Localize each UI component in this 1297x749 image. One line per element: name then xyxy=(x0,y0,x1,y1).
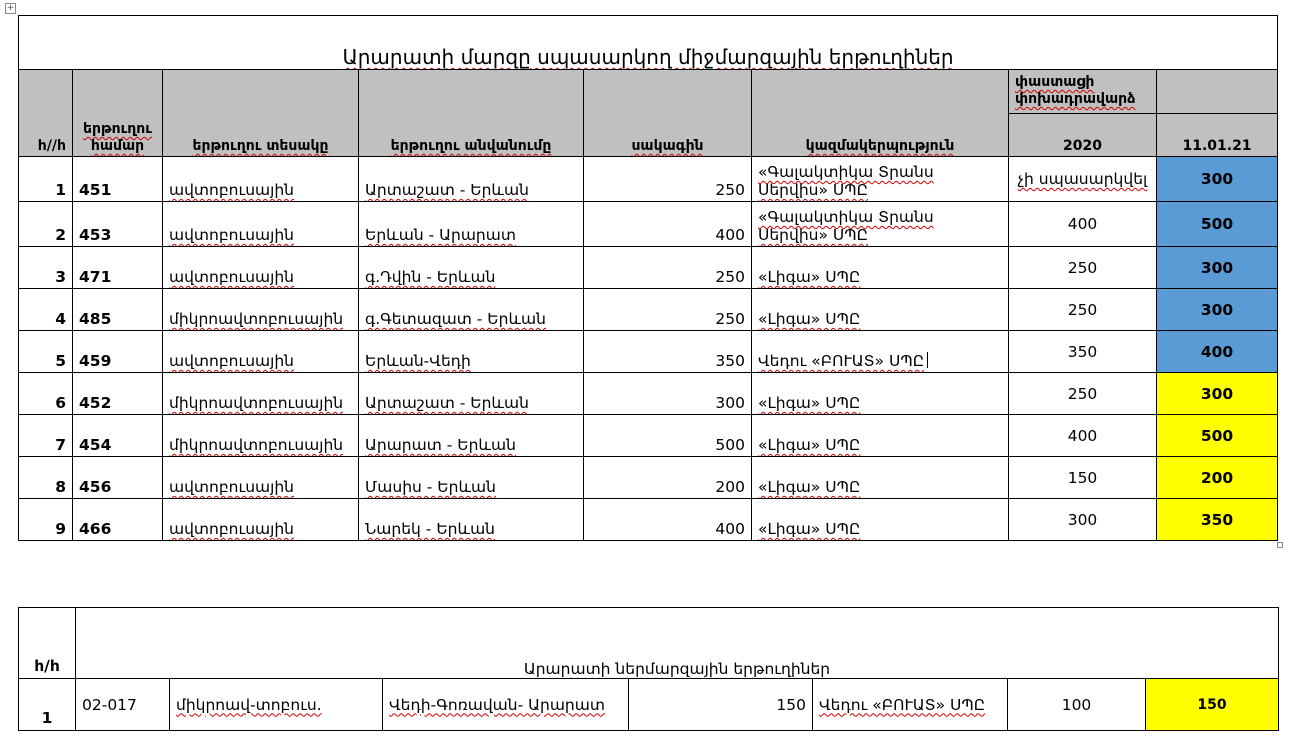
route-fare: 200 xyxy=(584,457,752,499)
header-blank xyxy=(1157,70,1278,114)
route-type: ավտոբուսային xyxy=(163,331,359,373)
route-fare: 350 xyxy=(584,331,752,373)
route-organization: «Լիգա» ՍՊԸ xyxy=(752,289,1009,331)
route-type: ավտոբուսային xyxy=(163,247,359,289)
route-organization: «Լիգա» ՍՊԸ xyxy=(752,415,1009,457)
header-fare: սակագին xyxy=(584,70,752,157)
row-index: 2 xyxy=(19,202,73,247)
route-name: Վեդի-Գոռավան- Արարատ xyxy=(383,679,629,731)
route-name: գ.Գետազատ - Երևան xyxy=(359,289,584,331)
route-type: միկրոավտոբուսային xyxy=(163,289,359,331)
route-number: 453 xyxy=(73,202,163,247)
row-index: 8 xyxy=(19,457,73,499)
route-type: ավտոբուսային xyxy=(163,457,359,499)
table-title xyxy=(76,608,1279,679)
intraregional-routes-table xyxy=(18,607,1279,731)
route-organization: Վեդու «ԲՈՒԱՏ» ՍՊԸ xyxy=(813,679,1008,731)
route-name: Մասիս - Երևան xyxy=(359,457,584,499)
table-resize-handle-icon[interactable] xyxy=(1277,542,1283,548)
route-organization: «Լիգա» ՍՊԸ xyxy=(752,373,1009,415)
fare-2021: 300 xyxy=(1157,247,1278,289)
table-row xyxy=(19,415,1278,457)
table-title-text: Արարատի մարզը սպասարկող միջմարզային երթուղիներ xyxy=(342,45,954,69)
route-type: միկրոավ-տոբուս. xyxy=(170,679,383,731)
route-name: Արտաշատ - Երևան xyxy=(359,157,584,202)
fare-2020: 250 xyxy=(1009,247,1157,289)
table-row xyxy=(19,289,1278,331)
fare-2021: 200 xyxy=(1157,457,1278,499)
row-index: 5 xyxy=(19,331,73,373)
table-row xyxy=(19,247,1278,289)
fare-2021: 350 xyxy=(1157,499,1278,541)
row-index: 3 xyxy=(19,247,73,289)
table-row xyxy=(19,373,1278,415)
route-number: 471 xyxy=(73,247,163,289)
text-cursor xyxy=(927,352,928,368)
row-index: 1 xyxy=(19,157,73,202)
route-fare: 250 xyxy=(584,247,752,289)
route-organization: «Գալակտիկա Տրանս Սերվիս» ՍՊԸ xyxy=(752,202,1009,247)
header-organization: կազմակերպություն xyxy=(752,70,1009,157)
fare-2020: 400 xyxy=(1009,202,1157,247)
fare-2020: 350 xyxy=(1009,331,1157,373)
table-row xyxy=(19,202,1278,247)
route-organization: «Լիգա» ՍՊԸ xyxy=(752,457,1009,499)
table-title-text: Արարատի ներմարզային երթուղիներ xyxy=(523,660,831,678)
fare-2021: 300 xyxy=(1157,373,1278,415)
route-fare: 250 xyxy=(584,289,752,331)
route-number: 02-017 xyxy=(76,679,170,731)
header-year-2020: 2020 xyxy=(1009,114,1157,157)
row-index: 9 xyxy=(19,499,73,541)
fare-2021: 500 xyxy=(1157,415,1278,457)
row-index: 6 xyxy=(19,373,73,415)
route-type: ավտոբուսային xyxy=(163,157,359,202)
route-number: 456 xyxy=(73,457,163,499)
header-index: հ//հ xyxy=(19,70,73,157)
route-type: միկրոավտոբուսային xyxy=(163,373,359,415)
route-organization[interactable]: Վեդու «ԲՈՒԱՏ» ՍՊԸ xyxy=(752,331,1009,373)
row-index: 7 xyxy=(19,415,73,457)
route-organization: «Լիգա» ՍՊԸ xyxy=(752,247,1009,289)
route-number: 452 xyxy=(73,373,163,415)
route-fare: 400 xyxy=(584,202,752,247)
fare-2021: 400 xyxy=(1157,331,1278,373)
header-index: հ/հ xyxy=(19,608,76,679)
fare-2021: 300 xyxy=(1157,289,1278,331)
route-number: 451 xyxy=(73,157,163,202)
route-organization: «Գալակտիկա Տրանս Սերվիս» ՍՊԸ xyxy=(752,157,1009,202)
route-number: 485 xyxy=(73,289,163,331)
header-route-type: երթուղու տեսակը xyxy=(163,70,359,157)
route-name: Արարատ - Երևան xyxy=(359,415,584,457)
fare-2020: 150 xyxy=(1009,457,1157,499)
route-type: ավտոբուսային xyxy=(163,499,359,541)
table-row xyxy=(19,331,1278,373)
fare-2021: 300 xyxy=(1157,157,1278,202)
table-row xyxy=(19,679,1279,731)
table-move-handle-icon[interactable]: + xyxy=(6,3,15,13)
route-fare: 300 xyxy=(584,373,752,415)
table-row xyxy=(19,157,1278,202)
route-name: Արտաշատ - Երևան xyxy=(359,373,584,415)
fare-2021: 150 xyxy=(1146,679,1279,731)
route-number: 466 xyxy=(73,499,163,541)
table-title xyxy=(19,16,1278,70)
fare-2020: 100 xyxy=(1008,679,1146,731)
route-name: գ.Դվին - Երևան xyxy=(359,247,584,289)
route-organization: «Լիգա» ՍՊԸ xyxy=(752,499,1009,541)
route-fare: 150 xyxy=(629,679,813,731)
route-number: 454 xyxy=(73,415,163,457)
header-actual-fare: փաստացի փոխադրավարձ xyxy=(1009,70,1157,114)
header-date-2021: 11.01.21 xyxy=(1157,114,1278,157)
row-index: 4 xyxy=(19,289,73,331)
route-type: միկրոավտոբուսային xyxy=(163,415,359,457)
interregional-routes-table xyxy=(18,15,1278,541)
table-row xyxy=(19,499,1278,541)
fare-2021: 500 xyxy=(1157,202,1278,247)
route-name: Երևան - Արարատ xyxy=(359,202,584,247)
fare-2020: չի սպասարկվել xyxy=(1009,157,1157,202)
table-row xyxy=(19,457,1278,499)
route-fare: 500 xyxy=(584,415,752,457)
route-number: 459 xyxy=(73,331,163,373)
fare-2020: 300 xyxy=(1009,499,1157,541)
fare-2020: 400 xyxy=(1009,415,1157,457)
route-name: Նարեկ - Երևան xyxy=(359,499,584,541)
fare-2020: 250 xyxy=(1009,289,1157,331)
fare-2020: 250 xyxy=(1009,373,1157,415)
route-fare: 400 xyxy=(584,499,752,541)
route-name: Երևան-Վեդի xyxy=(359,331,584,373)
route-type: ավտոբուսային xyxy=(163,202,359,247)
route-fare: 250 xyxy=(584,157,752,202)
row-index: 1 xyxy=(19,679,76,731)
header-route-name: երթուղու անվանումը xyxy=(359,70,584,157)
header-route-number: երթուղու համար xyxy=(73,70,163,157)
